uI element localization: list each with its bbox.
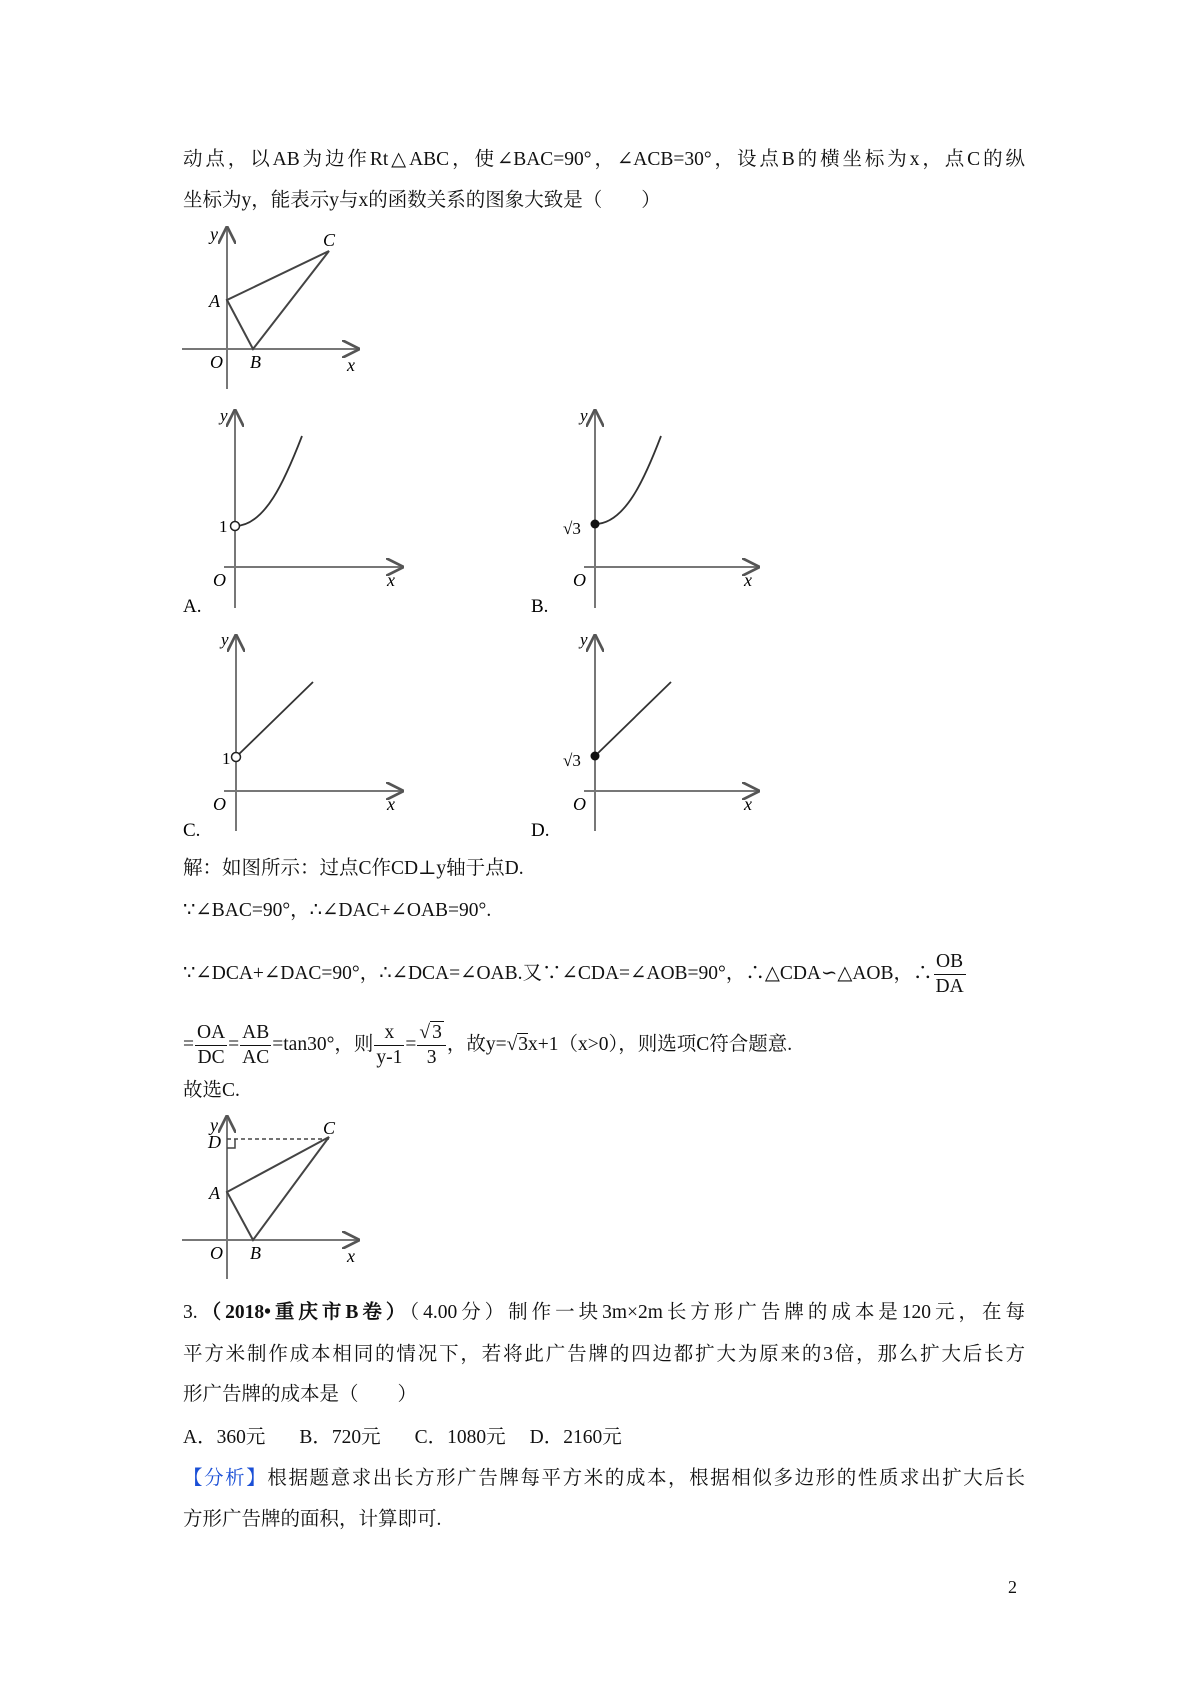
numerator: AB <box>240 1021 271 1046</box>
axis-y-label: y <box>580 630 588 649</box>
conclusion-text: x+1（x>0），则选项C符合题意. <box>528 1033 793 1055</box>
point-b-label: B <box>250 352 261 372</box>
option-b-label: B. <box>531 596 549 617</box>
denominator: y-1 <box>376 1047 403 1068</box>
choice-a: A．360元 <box>183 1427 266 1448</box>
analysis-line-1 <box>183 1467 1025 1491</box>
intercept-label: √3 <box>563 751 581 770</box>
radicand: 3 <box>432 1022 442 1043</box>
question-3-choices <box>183 1426 622 1450</box>
axis-x-label: x <box>387 794 395 814</box>
intercept-label: 1 <box>219 517 228 536</box>
point-c-label: C <box>323 1118 336 1138</box>
filled-point <box>591 520 600 529</box>
axis-x-label: x <box>744 570 752 590</box>
axis-y-label: y <box>220 406 228 425</box>
fraction-root3-3 <box>417 1021 445 1070</box>
origin-label: O <box>210 352 223 372</box>
numerator: x <box>374 1021 404 1046</box>
option-a-label: A. <box>183 596 202 617</box>
intercept-label: √3 <box>563 519 581 538</box>
question-text-line-1: 动点，以AB为边作Rt△ABC，使∠BAC=90°，∠ACB=30°，设点B的横坐标为x，点C的纵 <box>183 149 1025 170</box>
choice-b: B．720元 <box>299 1427 381 1448</box>
open-point <box>232 753 241 762</box>
radicand: 3 <box>518 1033 529 1055</box>
origin-label: O <box>573 570 586 590</box>
denominator: DA <box>935 976 964 997</box>
equals: = <box>228 1033 240 1055</box>
solution-line-3 <box>183 950 967 999</box>
denominator: AC <box>242 1047 270 1068</box>
option-d-graph <box>531 630 758 841</box>
axis-y-label: y <box>210 1115 218 1135</box>
fraction-ab-ac <box>240 1021 271 1070</box>
axis-y-label: y <box>221 630 229 649</box>
question-text: （4.00分）制作一块3m×2m长方形广告牌的成本是120元，在每 <box>409 1302 1025 1323</box>
point-a-label: A <box>209 291 220 311</box>
solution-line-1: 解：如图所示：过点C作CD⊥y轴于点D. <box>183 858 524 879</box>
point-d-label: D <box>208 1132 221 1152</box>
tan-text: =tan30°，则 <box>272 1033 374 1055</box>
analysis-line-2: 方形广告牌的面积，计算即可. <box>183 1509 442 1530</box>
origin-label: O <box>213 570 226 590</box>
open-point <box>231 522 240 531</box>
question-3-line-3: 形广告牌的成本是（ ） <box>183 1384 418 1405</box>
question-text-line-2: 坐标为y，能表示y与x的函数关系的图象大致是（ ） <box>183 190 661 211</box>
answer-line: 故选C. <box>183 1080 240 1101</box>
sqrt-3: √3 <box>506 1033 529 1055</box>
solution-line-2: ∵∠BAC=90°，∴∠DAC+∠OAB=90°. <box>183 900 492 921</box>
choice-c: C．1080元 <box>414 1427 506 1448</box>
solution-line-4 <box>183 1021 792 1070</box>
question-3-line-2: 平方米制作成本相同的情况下，若将此广告牌的四边都扩大为原来的3倍，那么扩大后长方 <box>183 1344 1025 1365</box>
question-3-line-1 <box>183 1301 1025 1325</box>
analysis-tag: 【分析】 <box>183 1468 268 1489</box>
point-a-label: A <box>209 1183 220 1203</box>
origin-label: O <box>213 794 226 814</box>
option-b-graph <box>531 406 758 617</box>
question-number: 3. <box>183 1302 198 1323</box>
question-source: （2018•重庆市B卷） <box>197 1302 410 1323</box>
denominator: 3 <box>426 1047 437 1068</box>
origin-label: O <box>210 1243 223 1263</box>
axis-x-label: x <box>347 1246 355 1266</box>
equals: = <box>405 1033 417 1055</box>
origin-label: O <box>573 794 586 814</box>
fraction-oa-dc <box>195 1021 227 1070</box>
fraction-x-y <box>374 1021 404 1070</box>
axis-x-label: x <box>744 794 752 814</box>
option-d-label: D. <box>531 820 550 841</box>
numerator: √ 3 <box>417 1021 445 1046</box>
option-c-label: C. <box>183 820 201 841</box>
intercept-label: 1 <box>222 749 231 768</box>
fraction-ob-da <box>934 950 966 999</box>
choice-d: D．2160元 <box>529 1427 622 1448</box>
point-c-label: C <box>323 230 336 250</box>
numerator: OB <box>934 950 966 975</box>
axis-y-label: y <box>210 224 218 244</box>
equals: = <box>183 1033 194 1055</box>
axis-x-label: x <box>347 355 355 375</box>
axis-x-label: x <box>387 570 395 590</box>
conclusion-text: ，故y= <box>446 1033 507 1055</box>
option-a-graph <box>183 406 402 617</box>
point-b-label: B <box>250 1243 261 1263</box>
axis-y-label: y <box>580 406 588 425</box>
numerator: OA <box>195 1021 227 1046</box>
denominator: DC <box>197 1047 225 1068</box>
filled-point <box>591 752 600 761</box>
analysis-text: 根据题意求出长方形广告牌每平方米的成本，根据相似多边形的性质求出扩大后长 <box>267 1468 1025 1489</box>
page-number: 2 <box>1008 1577 1017 1597</box>
solution-text: ∵∠DCA+∠DAC=90°，∴∠DCA=∠OAB.又∵∠CDA=∠AOB=90°，∴△CDA∽△AOB，∴ <box>183 962 933 984</box>
option-c-graph <box>183 630 402 841</box>
